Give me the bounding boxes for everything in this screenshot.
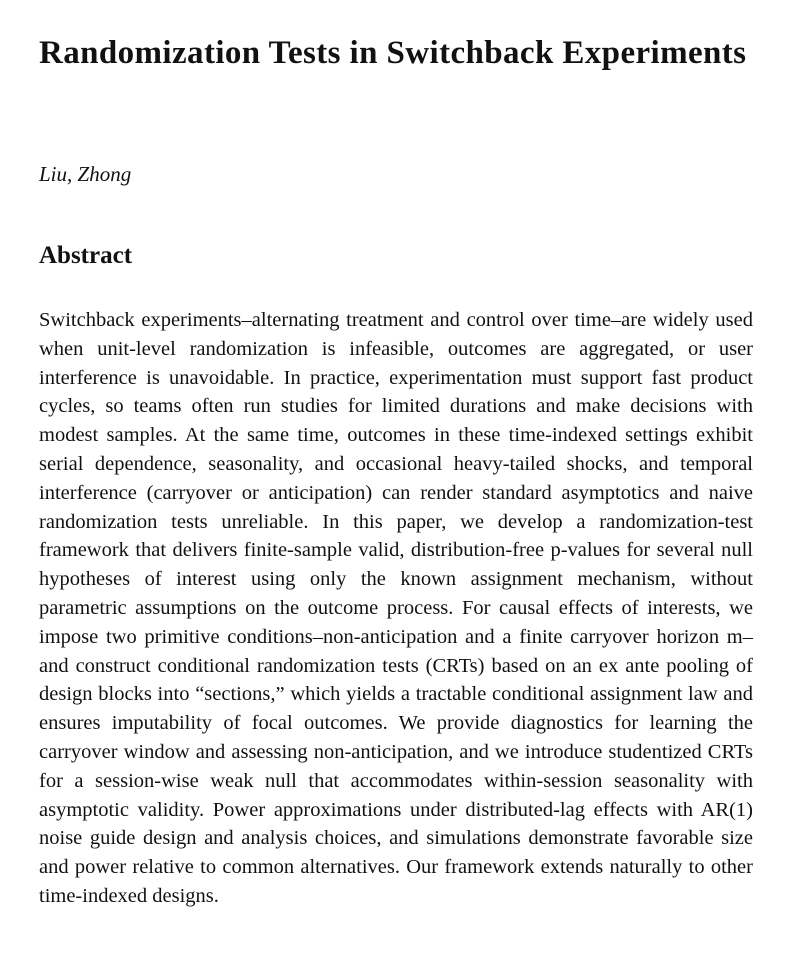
abstract-heading: Abstract	[39, 242, 133, 269]
paper-authors: Liu, Zhong	[39, 162, 132, 186]
paper-title: Randomization Tests in Switchback Experiments	[39, 35, 747, 71]
abstract-body: Switchback experiments–alternating treatment and control over time–are widely used when unit-level randomization is infeasible, outcomes are aggregated, or user interference is unavoidable. In practice, experimentation must support fast product cycles, so teams often run studies for limited durations and make decisions with modest samples. At the same time, outcomes in these time-indexed settings exhibit serial dependence, seasonality, and occasional heavy-tailed shocks, and temporal interference (carryover or anticipation) can render standard asymptotics and naive randomization tests unreliable. In this paper, we develop a randomization-test framework that delivers finite-sample valid, distribution-free p-values for several null hypotheses of interest using only the known assignment mechanism, without parametric assumptions on the outcome process. For causal effects of interests, we impose two primitive conditions–non-anticipation and a finite carryover horizon m–and construct conditional randomization tests (CRTs) based on an ex ante pooling of design blocks into “sections,” which yields a tractable conditional assignment law and ensures imputability of focal outcomes. We provide diagnostics for learning the carryover window and assessing non-anticipation, and we introduce studentized CRTs for a session-wise weak null that accommodates within-session seasonality with asymptotic validity. Power approximations under distributed-lag effects with AR(1) noise guide design and analysis choices, and simulations demonstrate favorable size and power relative to common alternatives. Our framework extends naturally to other time-indexed designs.	[39, 309, 753, 907]
